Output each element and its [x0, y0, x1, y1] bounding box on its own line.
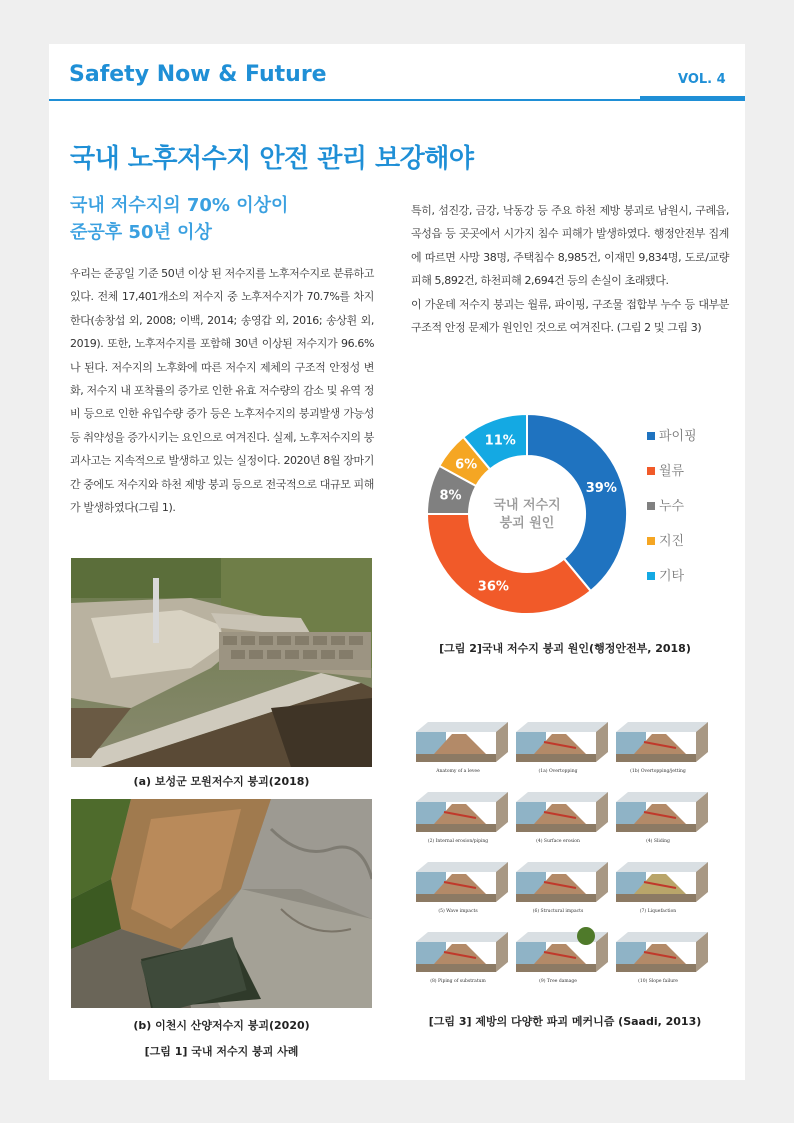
mechanism-label-8: (6) Structural impacts	[532, 909, 584, 914]
mechanism-label-12: (10) Slope failure	[638, 979, 678, 984]
legend-swatch-5	[647, 572, 655, 580]
donut-slice-label-4: 6%	[455, 457, 478, 473]
legend-label-5: 기타	[659, 569, 685, 584]
mechanism-panel-12	[616, 932, 708, 984]
mechanism-label-1: Anatomy of a levee	[436, 769, 480, 774]
newsletter-title: Safety Now & Future	[69, 62, 327, 87]
mechanism-panel-9	[616, 862, 708, 914]
right-paragraph-1: 특히, 섬진강, 금강, 낙동강 등 주요 하천 제방 붕괴로 남원시, 구례읍, 곡성읍 등 곳곳에서 시가지 침수 피해가 발생하였다. 행정안전부 집계에 따르면 사망 38명, 주택침수 8,985건, 이재민 9,834명, 도로/교량 피해 5,892건, 하천피해 2,694건 등의 손실이 초래됐다.	[411, 204, 729, 288]
mechanism-panel-10	[416, 932, 508, 984]
legend-label-2: 월류	[659, 464, 685, 479]
mechanism-panel-4	[416, 792, 508, 844]
figure-1-caption: [그림 1] 국내 저수지 붕괴 사례	[144, 1045, 299, 1058]
mechanism-label-3: (1b) Overtopping/jetting	[630, 769, 686, 774]
figure-2-caption: [그림 2]국내 저수지 붕괴 원인(행정안전부, 2018)	[439, 642, 691, 655]
mechanism-panel-1	[416, 722, 508, 774]
figure-3-caption: [그림 3] 제방의 다양한 파괴 메커니즘 (Saadi, 2013)	[428, 1015, 702, 1028]
subheading-line-1: 국내 저수지의 70% 이상이	[70, 195, 289, 216]
mechanism-panel-7	[416, 862, 508, 914]
collapse-cause-donut-chart	[415, 403, 715, 625]
legend-label-1: 파이핑	[659, 429, 697, 444]
mechanism-panel-6	[616, 792, 708, 844]
left-column-body: 우리는 준공일 기준 50년 이상 된 저수지를 노후저수지로 분류하고 있다. 전체 17,401개소의 저수지 중 노후저수지가 70.7%를 차지한다(송창섭 외, 2008; 이백, 2014; 송영갑 외, 2016; 송상휜 외, 2019). 또한, 노후저수지를 포함해 30년 이상된 저수지가 96.6%나 된다. 저수지의 노후화에 따른 저수지 제체의 구조적 안정성 변화, 저수지 내 포착률의 증가로 인한 유효 저수량의 감소 및 유역 정비 등으로 인한 유입수량 증가 등은 노후저수지의 붕괴발생 가능성 등 취약성을 증가시키는 요인으로 여겨진다. 실제, 노후저수지의 붕괴사고는 지속적으로 발생하고 있는 실정이다. 2020년 8월 장마기간 중에도 저수지와 하천 제방 붕괴 등으로 전국적으로 대규모 피해가 발생하였다(그림 1).	[70, 267, 374, 515]
caption-photo-b: (b) 이천시 산양저수지 붕괴(2020)	[133, 1019, 310, 1032]
donut-chart-svg	[415, 403, 715, 625]
donut-slice-label-2: 36%	[477, 579, 509, 595]
mechanism-label-11: (9) Tree damage	[539, 979, 577, 984]
donut-slice-label-5: 11%	[484, 433, 516, 449]
article-title: 국내 노후저수지 안전 관리 보강해야	[70, 144, 474, 174]
photo-bosung-reservoir-collapse	[71, 558, 372, 767]
subheading-line-2: 준공후 50년 이상	[70, 222, 212, 243]
mechanism-label-5: (4) Surface erosion	[536, 839, 580, 844]
donut-slice-label-1: 39%	[585, 481, 617, 497]
mechanism-label-9: (7) Liquefaction	[639, 909, 677, 914]
mechanism-label-6: (4) Sliding	[646, 839, 670, 844]
header-rule-accent	[640, 96, 745, 101]
legend-swatch-4	[647, 537, 655, 545]
legend-swatch-3	[647, 502, 655, 510]
legend-swatch-2	[647, 467, 655, 475]
mechanism-panel-8	[516, 862, 608, 914]
mechanism-label-4: (2) Internal erosion/piping	[427, 839, 489, 844]
mechanism-panel-2	[516, 722, 608, 774]
mechanism-panel-3	[616, 722, 708, 774]
donut-center-label-1: 국내 저수지	[493, 498, 561, 513]
article-subheading	[70, 192, 288, 246]
right-column-body	[411, 199, 729, 339]
volume-label: VOL. 4	[678, 72, 726, 87]
mechanism-panel-5	[516, 792, 608, 844]
levee-failure-mechanisms-diagram	[414, 712, 716, 992]
mechanism-label-7: (5) Wave impacts	[438, 909, 478, 914]
right-paragraph-2: 이 가운데 저수지 붕괴는 월류, 파이핑, 구조물 접합부 누수 등 대부분 구조적 안정 문제가 원인인 것으로 여겨진다. (그림 2 및 그림 3)	[411, 297, 729, 335]
mechanism-label-10: (8) Piping of substratum	[430, 979, 486, 984]
legend-swatch-1	[647, 432, 655, 440]
caption-photo-a: (a) 보성군 모원저수지 붕괴(2018)	[133, 775, 310, 788]
mechanism-panel-11	[516, 927, 608, 984]
donut-slice-label-3: 8%	[439, 488, 462, 504]
legend-label-3: 누수	[659, 499, 685, 514]
mechanism-label-2: (1a) Overtopping	[538, 769, 578, 774]
photo-icheon-reservoir-collapse	[71, 799, 372, 1008]
donut-center-label-2: 붕괴 원인	[499, 516, 555, 531]
legend-label-4: 지진	[659, 534, 685, 549]
